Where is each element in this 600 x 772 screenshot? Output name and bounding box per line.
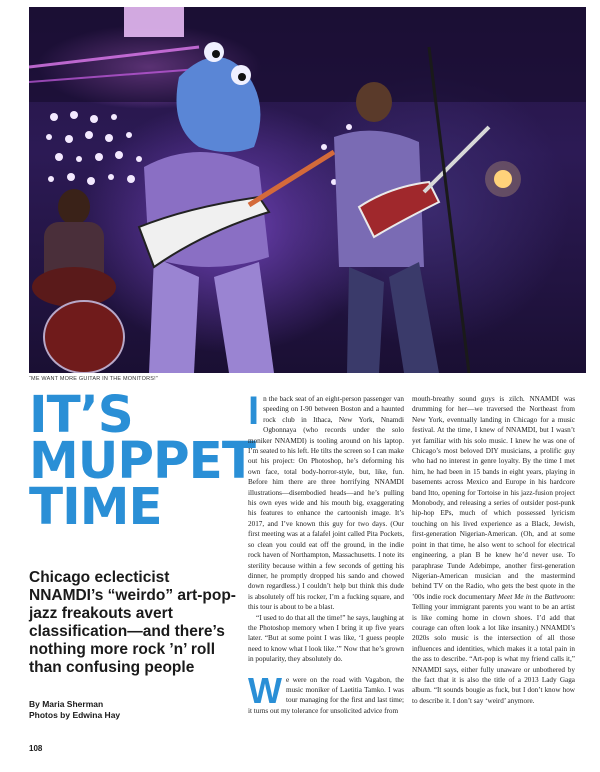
drop-cap-2: W [248,669,282,711]
paragraph-4 [412,394,575,706]
paragraph-3-text: e were on the road with Vagabon, the music moniker of Laetitia Tamko. I was tour managing for the first and last time; it turns out my tolerance for unsolicited advice from [248,675,404,715]
byline [29,699,120,721]
headline-line-3: TIME [29,478,162,537]
drop-cap: I [248,389,260,433]
author-credit: By Maria Sherman [29,699,104,709]
body-column-1 [248,389,404,716]
paragraph-1 [248,389,404,613]
paragraph-3 [248,669,404,717]
dek-subheadline: Chicago eclecticist NNAMDI’s “weirdo” art-pop-jazz freakouts avert classification—and there’s nothing more rock ’n’ roll than confusing people [29,569,236,676]
paragraph-1-text: n the back seat of an eight-person passenger van speeding on I-90 between Boston and a haunted rock club in Ithaca, New York, Nnamdi Ogbonnaya (who records under the solo moniker NNAMDI) is tooling around on his laptop. I’m seated to his left. He tilts the screen so I can make out his project: On Photoshop, he’s deforming his own face, total body-horror-style, but, like, fun. Before him there are three horrifying NNAMDI illustrations—disembodied heads—and he’s pulling his own eyes wide and his mouth big, exaggerating his features to enhance the cartoonish image. It’s 2017, and I’ve known this guy for two days. (Our first meeting was at a falafel joint called Pita Pockets, so clean you could eat off the ground, in the indie rock haven of Northampton, Massachusetts. I note its sterility because within a few seconds of getting his dinner, he promptly dropped his sando and chowed down regardless.) I couldn’t help but think this dude is absolutely off his rocker, I’m a fucking square, and this tour is about to be a blast. [248,395,404,612]
headline [29,386,255,537]
film-title: Meet Me in the Bathroom [497,592,573,601]
concert-illustration [29,7,586,373]
photo-caption: “ME WANT MORE GUITAR IN THE MONITORS!” [29,376,158,382]
headline-line-2: MUPPET [29,432,255,491]
concert-photo [29,7,586,373]
body-column-2 [412,394,575,706]
paragraph-4-text-b: : Telling your immigrant parents you want to be an artist is like coming home in clown shoes. I’d add that courage can often look a lot like insanity.) NNAMDI’s 2020s solo music is the intersection of all those influences and identities, which makes it a total pain in the ass to describe. “Art-pop is what my friend calls it,” NNAMDI says, either fully unaware or unbothered by the fact that it is also the title of a 2013 Lady Gaga album. “It sounds bougie as fuck, but I don’t know how to describe it. I don’t say ‘weird’ anymore. [412,592,575,705]
headline-line-1: IT’S [29,386,133,445]
photo-credit: Photos by Edwina Hay [29,710,121,720]
paragraph-2: “I used to do that all the time!” he says, laughing at the Photoshop memory when I bring it up five years later. “But at some point I was like, ‘I guess people need to know what I look like.’” Now that he’s grown in popularity, they absolutely do. [248,613,404,664]
page-number: 108 [29,744,43,753]
right-guitarist [334,82,489,373]
drummer [32,189,124,373]
paragraph-4-text: mouth-breathy sound guys is zilch. NNAMDI was drumming for her—we traversed the Northeast from New York, eventually landing in Chicago for a music festival. At the time, I knew of NNAMDI, but I wasn’t yet familiar with his solo music. I knew he was one of Chicago’s most beloved DIY musicians, a prolific guy who had no interest in genre loyalty. By the time I met him, he had been in 15 bands in eight years, playing in basements across Mexico and Europe in his hardcore band Itto, opening for Tortoise in his jazz-fusion project Monobody, and releasing a series of outsider post-punk hip-hop EPs, much of which possessed lyricism touching on his lived experience as a Black, Jewish, first-generation Nigerian-American. (Oh, and at some point in that time, he also went to school for electrical engineering, a plan B he knew he’d never use. To paraphrase Tunde Adebimpe, another first-generation Nigerian-American musician and the mastermind behind TV on the Radio, who gets the best quote in the ’00s indie rock documentary [412,395,575,601]
